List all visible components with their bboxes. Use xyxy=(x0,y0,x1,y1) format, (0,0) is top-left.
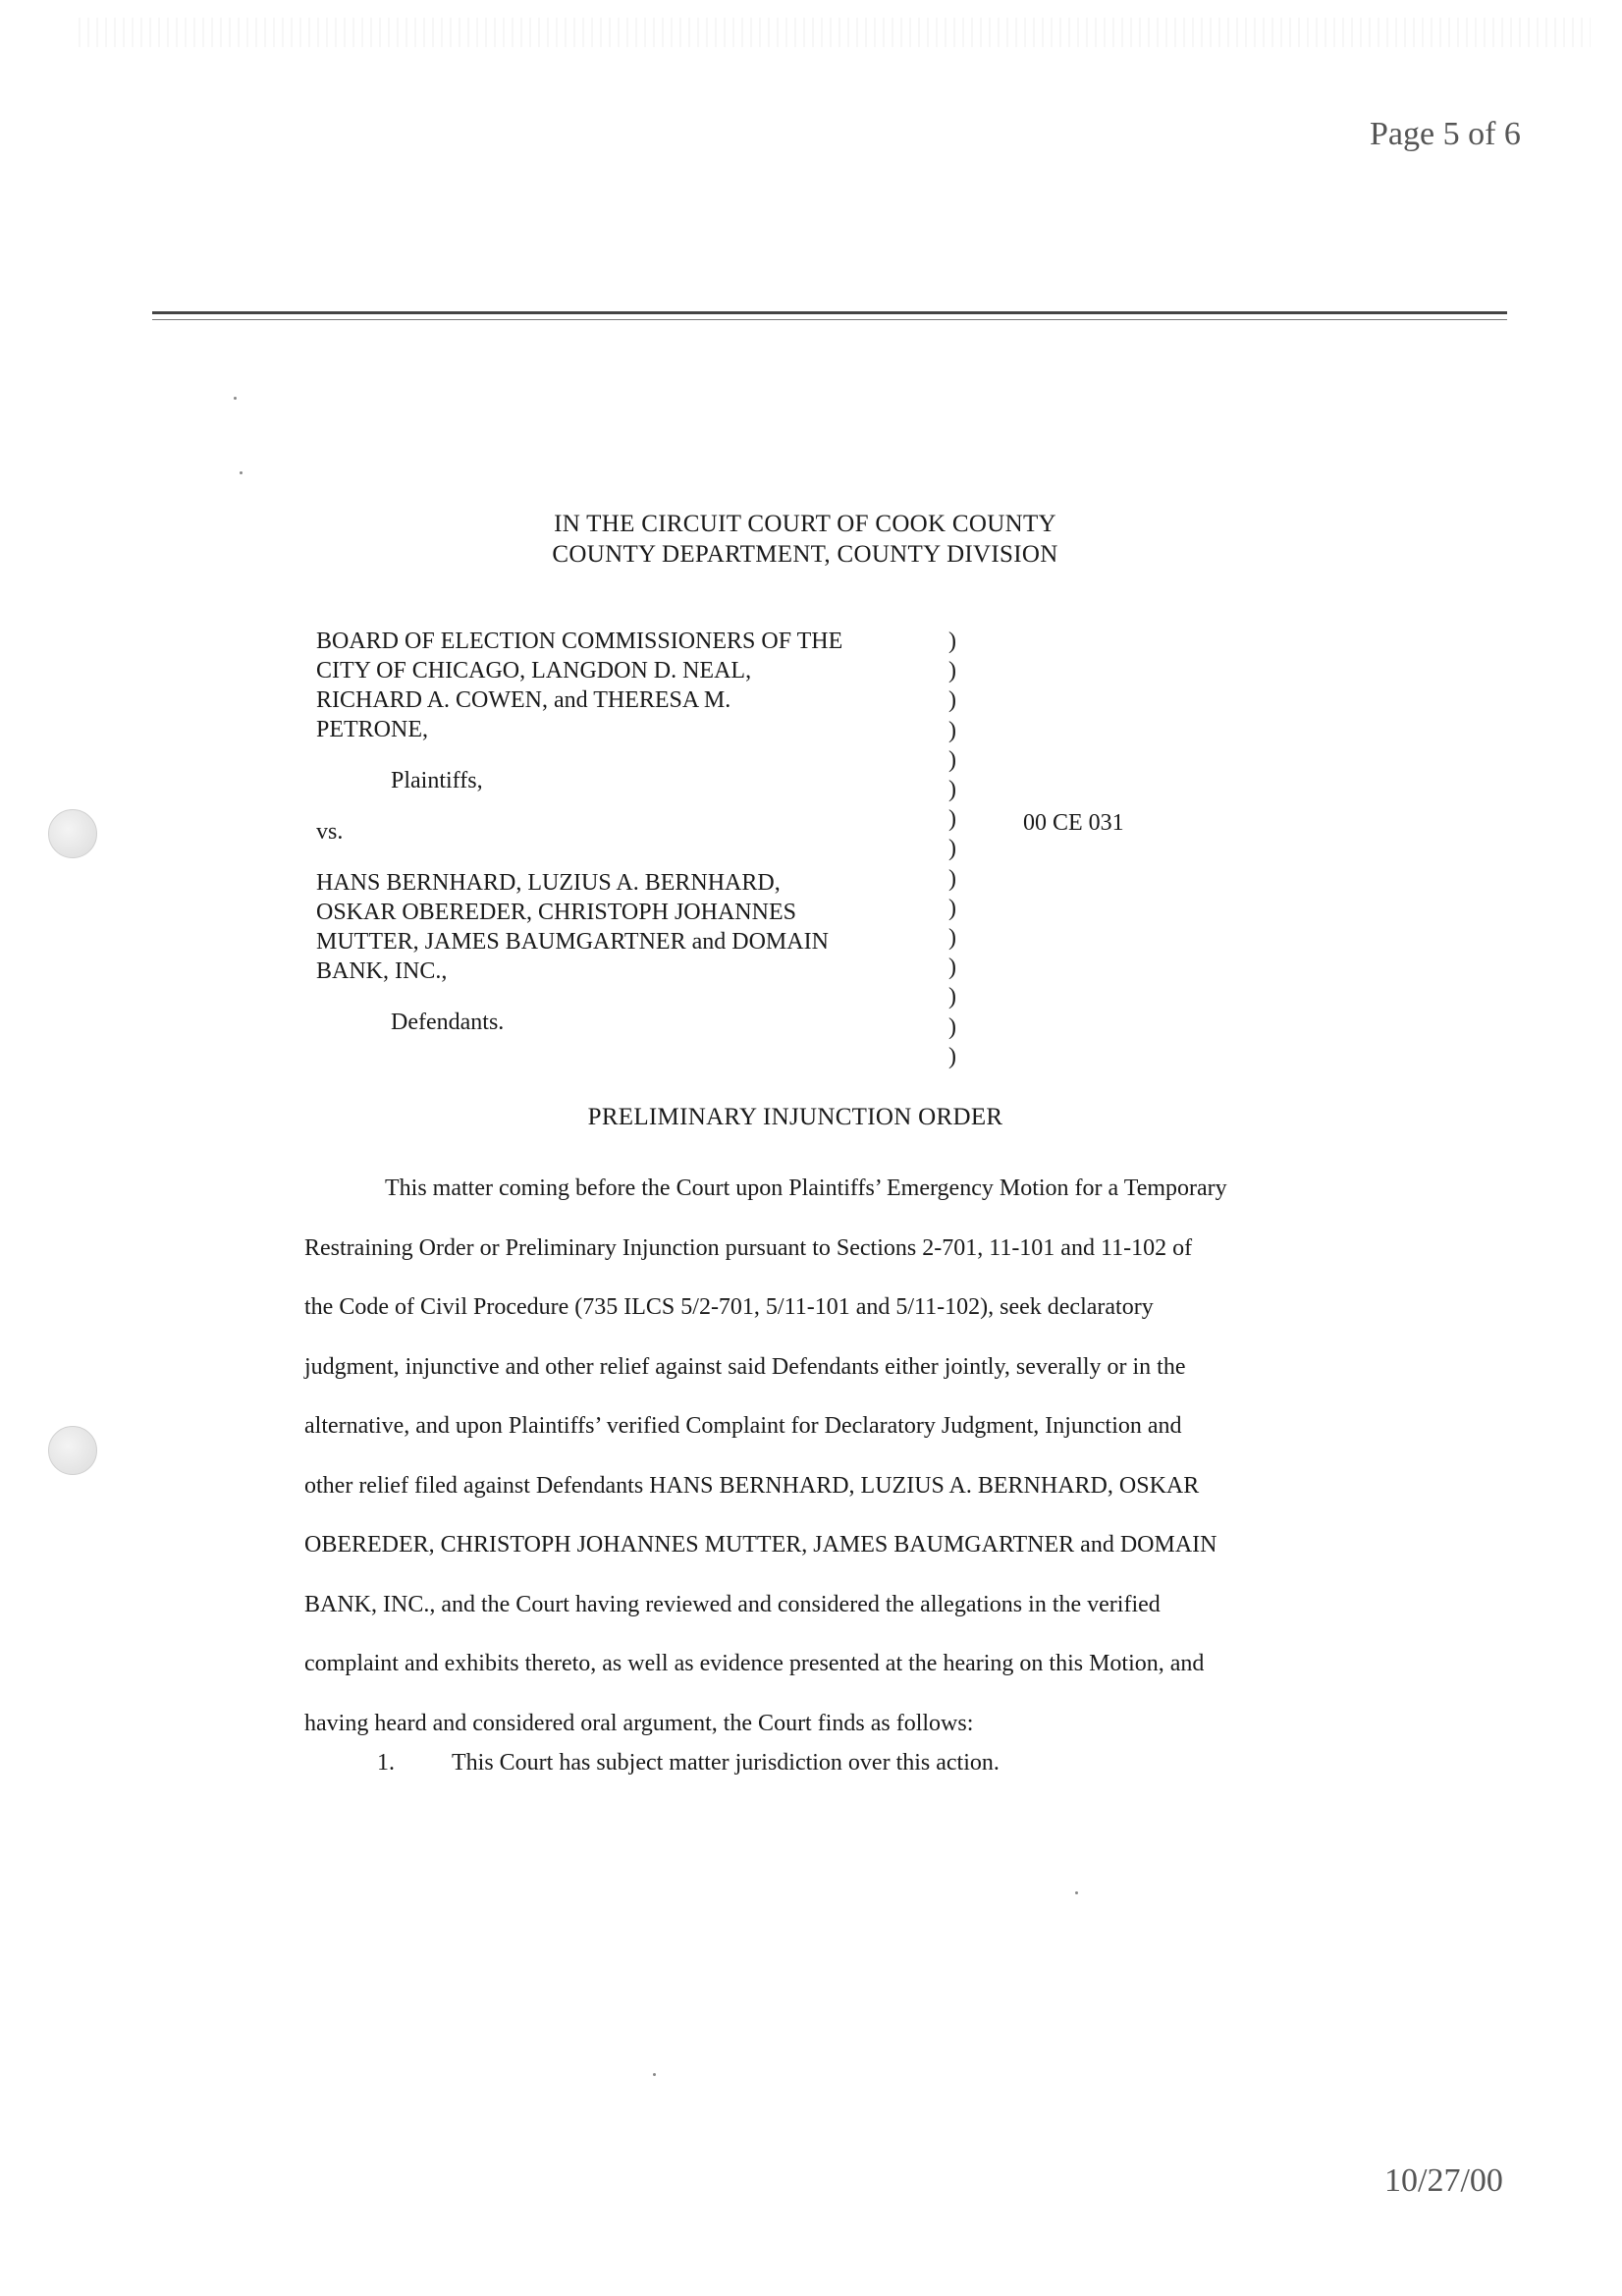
paren: ) xyxy=(948,1013,956,1040)
case-number: 00 CE 031 xyxy=(1023,810,1124,836)
paren: ) xyxy=(948,895,956,921)
header-rule xyxy=(152,311,1507,314)
paren: ) xyxy=(948,777,956,803)
punch-hole xyxy=(48,809,97,858)
paren: ) xyxy=(948,865,956,892)
scan-speck xyxy=(1075,1891,1078,1894)
plaintiffs-line: CITY OF CHICAGO, LANGDON D. NEAL, xyxy=(316,658,752,683)
paren: ) xyxy=(948,806,956,833)
paren: ) xyxy=(948,925,956,952)
paren: ) xyxy=(948,984,956,1011)
paren: ) xyxy=(948,629,956,654)
page-number: Page 5 of 6 xyxy=(1370,116,1521,152)
defendants-line: MUTTER, JAMES BAUMGARTNER and DOMAIN xyxy=(316,929,829,955)
plaintiffs-line: BOARD OF ELECTION COMMISSIONERS OF THE xyxy=(316,629,843,654)
scan-speck xyxy=(653,2073,656,2076)
defendants-line: OSKAR OBEREDER, CHRISTOPH JOHANNES xyxy=(316,900,796,925)
court-heading xyxy=(461,509,1149,570)
paren: ) xyxy=(948,1043,956,1069)
versus-label: vs. xyxy=(316,819,344,845)
body-line: Restraining Order or Preliminary Injunction pursuant to Sections 2-701, 11-101 and 11-102 of xyxy=(304,1234,1193,1261)
body-line: complaint and exhibits thereto, as well as evidence presented at the hearing on this Motion, and xyxy=(304,1651,1205,1676)
scan-speck xyxy=(234,397,237,400)
finding-1 xyxy=(377,1750,1000,1777)
paren: ) xyxy=(948,955,956,981)
body-line: other relief filed against Defendants HANS BERNHARD, LUZIUS A. BERNHARD, OSKAR xyxy=(304,1472,1200,1499)
finding-number: 1. xyxy=(377,1750,395,1776)
plaintiffs-label: Plaintiffs, xyxy=(391,768,483,793)
paren: ) xyxy=(948,746,956,773)
paren: ) xyxy=(948,687,956,714)
plaintiffs-line: RICHARD A. COWEN, and THERESA M. xyxy=(316,687,731,713)
body-line: judgment, injunctive and other relief against said Defendants either jointly, severally or in the xyxy=(304,1353,1186,1380)
paren: ) xyxy=(948,836,956,862)
body-line: alternative, and upon Plaintiffs’ verified Complaint for Declaratory Judgment, Injunction and xyxy=(304,1413,1182,1439)
caption-parentheses xyxy=(948,627,956,1071)
court-heading-line1: IN THE CIRCUIT COURT OF COOK COUNTY xyxy=(554,511,1056,537)
case-caption xyxy=(316,627,925,1037)
paren: ) xyxy=(948,717,956,743)
body-line: This matter coming before the Court upon Plaintiffs’ Emergency Motion for a Temporary xyxy=(385,1175,1227,1201)
body-line: having heard and considered oral argument, the Court finds as follows: xyxy=(304,1710,974,1736)
defendants-line: BANK, INC., xyxy=(316,958,448,984)
body-line: the Code of Civil Procedure (735 ILCS 5/2-701, 5/11-101 and 5/11-102), seek declaratory xyxy=(304,1294,1154,1320)
paren: ) xyxy=(948,658,956,684)
finding-text: This Court has subject matter jurisdiction over this action. xyxy=(452,1750,1000,1776)
scan-speck xyxy=(240,471,243,474)
scan-noise xyxy=(79,18,1591,47)
court-heading-line2: COUNTY DEPARTMENT, COUNTY DIVISION xyxy=(552,541,1058,568)
footer-date: 10/27/00 xyxy=(1384,2162,1503,2199)
body-line: OBEREDER, CHRISTOPH JOHANNES MUTTER, JAMES BAUMGARTNER and DOMAIN xyxy=(304,1532,1217,1558)
defendants-line: HANS BERNHARD, LUZIUS A. BERNHARD, xyxy=(316,870,781,896)
defendants-label: Defendants. xyxy=(391,1010,505,1035)
plaintiffs-line: PETRONE, xyxy=(316,717,428,742)
order-body xyxy=(304,1159,1286,1753)
punch-hole xyxy=(48,1426,97,1475)
header-rule-thin xyxy=(152,319,1507,320)
body-line: BANK, INC., and the Court having reviewed and considered the allegations in the verified xyxy=(304,1591,1161,1617)
order-title: PRELIMINARY INJUNCTION ORDER xyxy=(587,1104,1003,1130)
